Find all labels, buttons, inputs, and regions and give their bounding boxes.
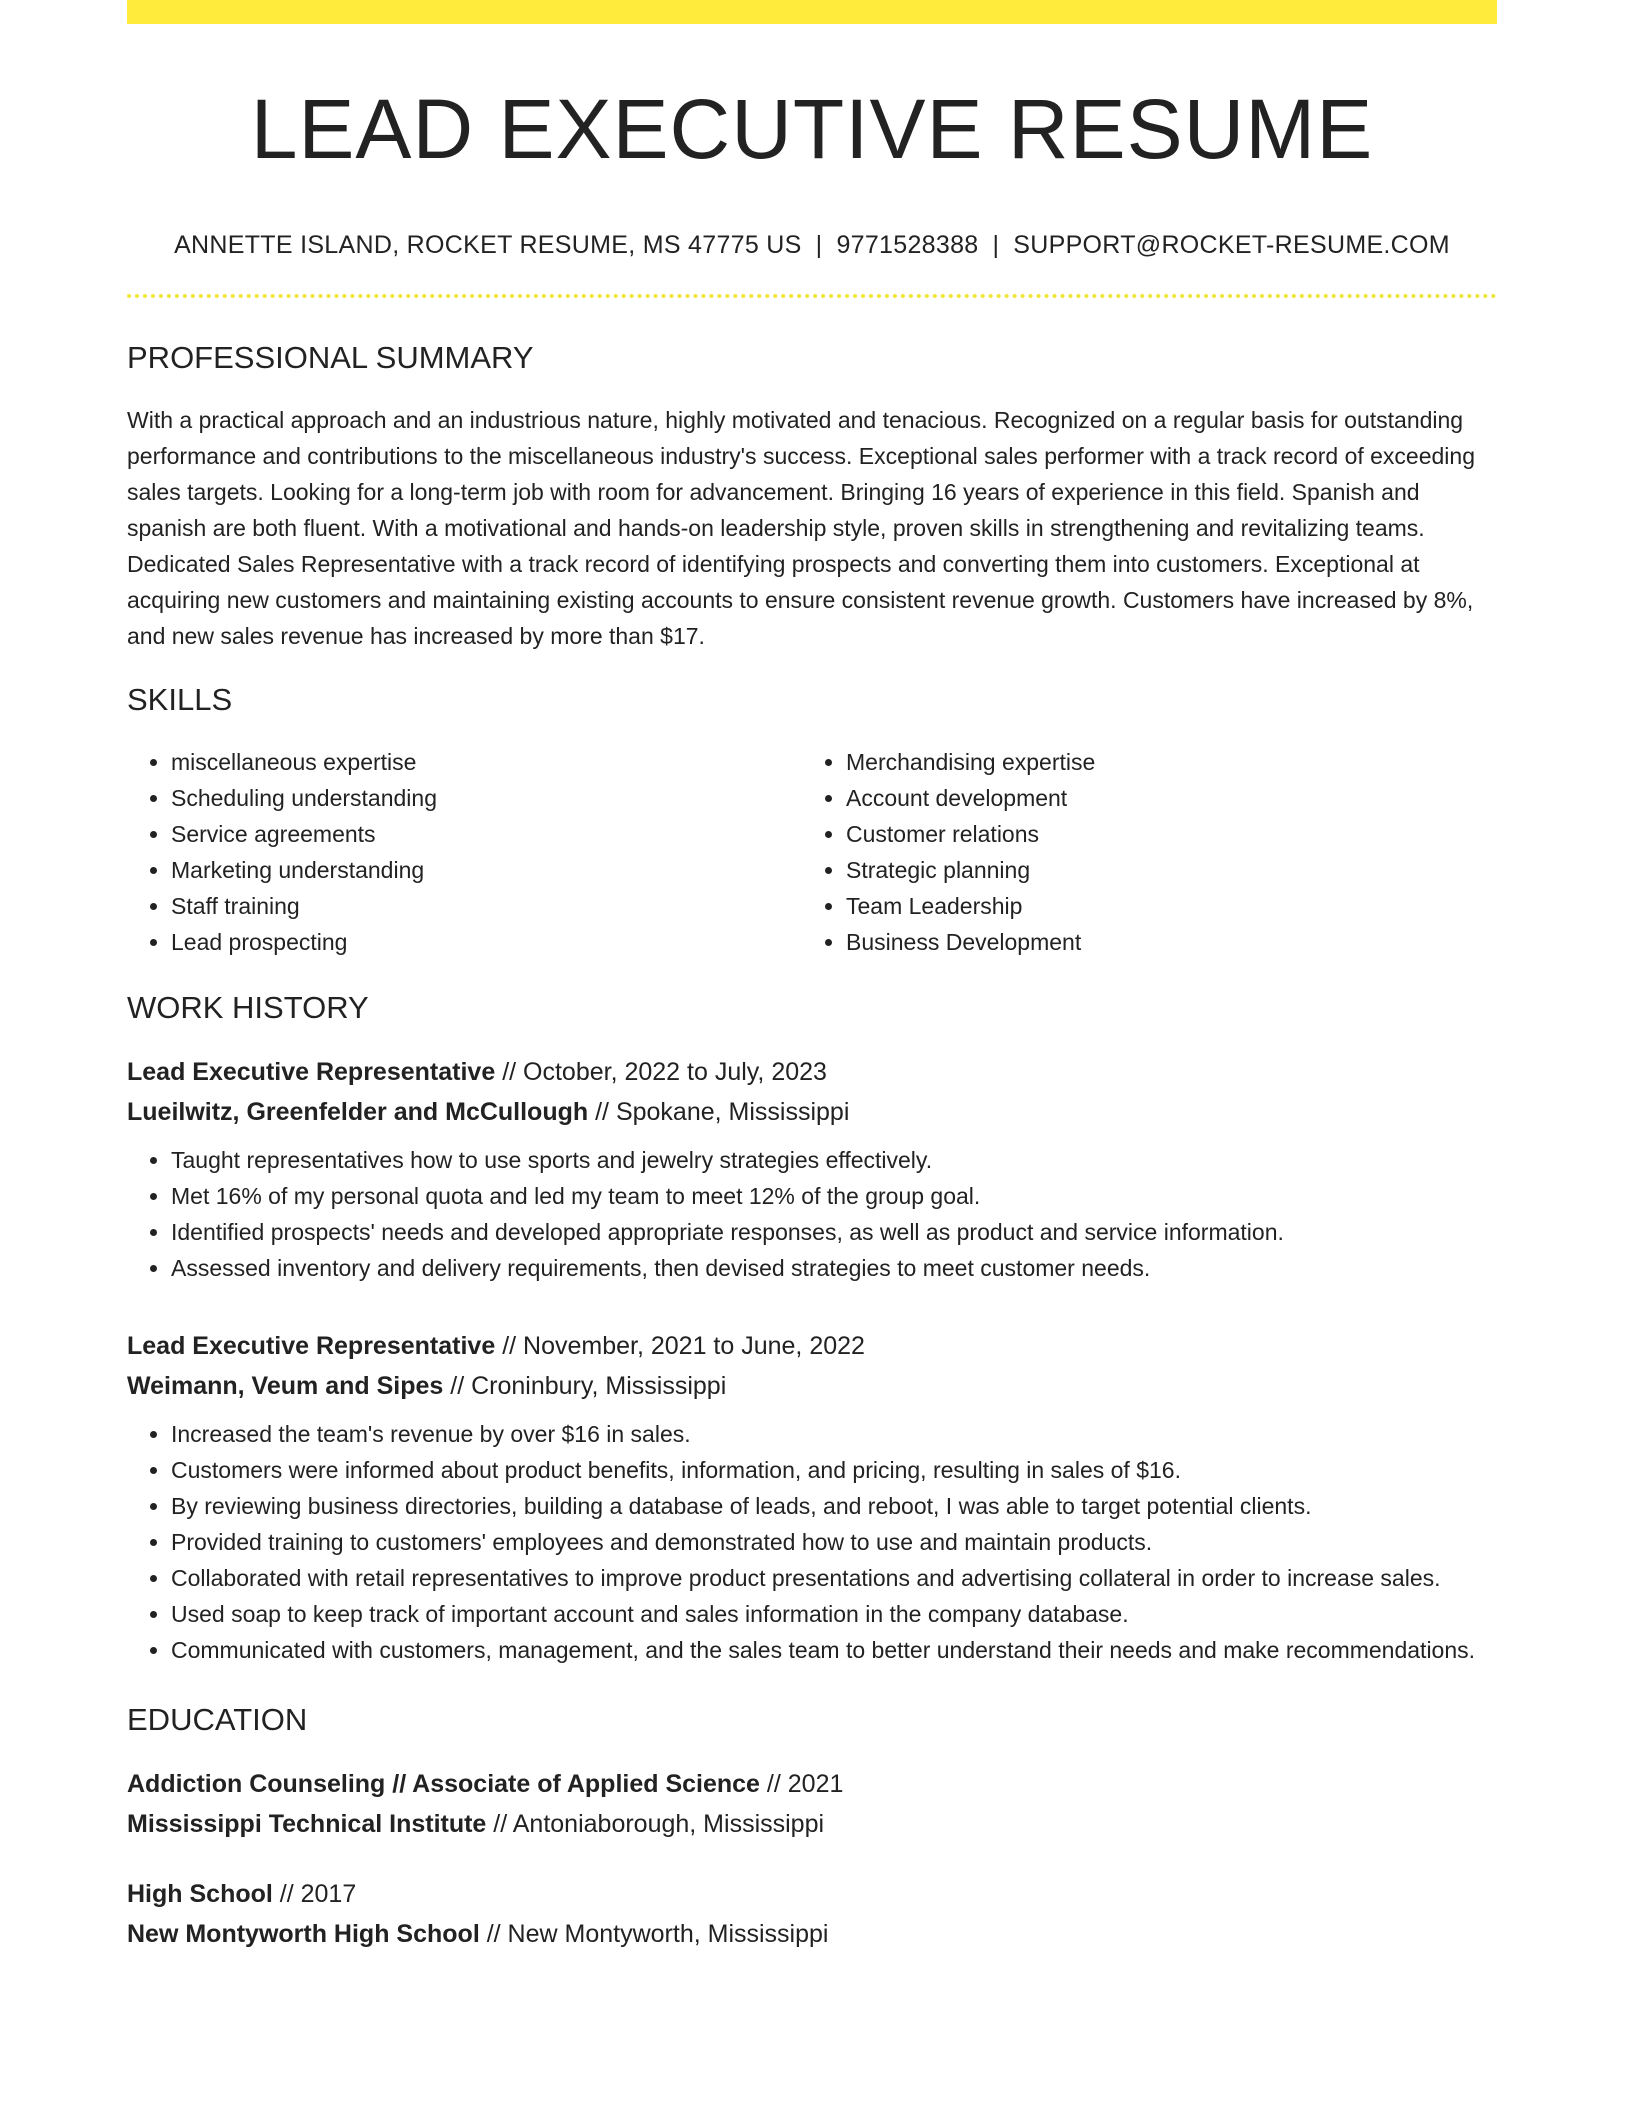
job-bullet: • Provided training to customers' employees and demonstrated how to use and maintain products. bbox=[171, 1524, 1497, 1560]
resume-title: LEAD EXECUTIVE RESUME bbox=[250, 82, 1374, 176]
job-bullet: • Assessed inventory and delivery requirements, then devised strategies to meet customer needs. bbox=[171, 1250, 1497, 1286]
job-entry bbox=[127, 1326, 1497, 1668]
job-bullet: • Customers were informed about product benefits, information, and pricing, resulting in sales of $16. bbox=[171, 1452, 1497, 1488]
resume-page bbox=[127, 0, 1497, 1954]
education-school: Mississippi Technical Institute bbox=[127, 1810, 487, 1838]
education-degree-line bbox=[127, 1764, 1497, 1804]
job-company: Weimann, Veum and Sipes bbox=[127, 1372, 444, 1400]
job-bullet: • Collaborated with retail representatives to improve product presentations and advertising collateral in order to increase sales. bbox=[171, 1560, 1497, 1596]
education-school-line bbox=[127, 1914, 1497, 1954]
skills-column-right bbox=[802, 744, 1477, 960]
contact-separator: | bbox=[815, 231, 823, 259]
job-bullet: • By reviewing business directories, building a database of leads, and reboot, I was able to target potential clients. bbox=[171, 1488, 1497, 1524]
job-location: // Spokane, Mississippi bbox=[595, 1098, 850, 1126]
skill-item: • Marketing understanding bbox=[171, 852, 802, 888]
skill-item: • Strategic planning bbox=[846, 852, 1477, 888]
summary-heading: PROFESSIONAL SUMMARY bbox=[127, 340, 534, 375]
job-title: Lead Executive Representative bbox=[127, 1058, 496, 1086]
job-company-line bbox=[127, 1092, 1497, 1132]
job-bullet: • Identified prospects' needs and developed appropriate responses, as well as product and service information. bbox=[171, 1214, 1497, 1250]
job-bullets bbox=[127, 1142, 1497, 1286]
job-title: Lead Executive Representative bbox=[127, 1332, 496, 1360]
skill-item: • Business Development bbox=[846, 924, 1477, 960]
summary-text: With a practical approach and an industrious nature, highly motivated and tenacious. Recognized on a regular basis for outstanding performance and contributions to the miscellaneous industry's success. Exceptional sales performer with a track record of exceeding sales targets. Looking for a long-term job with room for advancement. Bringing 16 years of experience in this field. Spanish and spanish are both fluent. With a motivational and hands-on leadership style, proven skills in strengthening and revitalizing teams. Dedicated Sales Representative with a track record of identifying prospects and converting them into customers. Exceptional at acquiring new customers and maintaining existing accounts to ensure consistent revenue growth. Customers have increased by 8%, and new sales revenue has increased by more than $17. bbox=[127, 407, 1475, 649]
education-degree-line bbox=[127, 1874, 1497, 1914]
job-bullet: • Increased the team's revenue by over $16 in sales. bbox=[171, 1416, 1497, 1452]
job-company: Lueilwitz, Greenfelder and McCullough bbox=[127, 1098, 589, 1126]
skills-heading: SKILLS bbox=[127, 682, 233, 717]
education-entry bbox=[127, 1874, 1497, 1954]
education-degree: Addiction Counseling // Associate of Applied Science bbox=[127, 1770, 760, 1798]
job-title-line bbox=[127, 1052, 1497, 1092]
education-location: // Antoniaborough, Mississippi bbox=[493, 1810, 825, 1838]
job-bullet: • Communicated with customers, management, and the sales team to better understand their needs and make recommendations. bbox=[171, 1632, 1497, 1668]
job-company-line bbox=[127, 1366, 1497, 1406]
contact-email: SUPPORT@ROCKET-RESUME.COM bbox=[1013, 231, 1450, 259]
skill-item: • Customer relations bbox=[846, 816, 1477, 852]
contact-phone: 9771528388 bbox=[836, 231, 979, 259]
education-year: // 2021 bbox=[766, 1770, 844, 1798]
work-history-heading: WORK HISTORY bbox=[127, 990, 369, 1025]
job-location: // Croninbury, Mississippi bbox=[450, 1372, 727, 1400]
job-bullet: • Used soap to keep track of important account and sales information in the company database. bbox=[171, 1596, 1497, 1632]
skills-list bbox=[127, 744, 1497, 960]
contact-line bbox=[127, 230, 1497, 260]
dotted-divider bbox=[127, 294, 1497, 298]
skill-item: • Service agreements bbox=[171, 816, 802, 852]
skills-column-left bbox=[127, 744, 802, 960]
education-school: New Montyworth High School bbox=[127, 1920, 480, 1948]
education-entry bbox=[127, 1764, 1497, 1844]
education-degree: High School bbox=[127, 1880, 273, 1908]
education-school-line bbox=[127, 1804, 1497, 1844]
skill-item: • miscellaneous expertise bbox=[171, 744, 802, 780]
job-bullet: • Taught representatives how to use sports and jewelry strategies effectively. bbox=[171, 1142, 1497, 1178]
skill-item: • Staff training bbox=[171, 888, 802, 924]
education-location: // New Montyworth, Mississippi bbox=[486, 1920, 829, 1948]
job-entry bbox=[127, 1052, 1497, 1286]
skill-item: • Team Leadership bbox=[846, 888, 1477, 924]
contact-separator: | bbox=[992, 231, 1000, 259]
skill-item: • Lead prospecting bbox=[171, 924, 802, 960]
job-bullet: • Met 16% of my personal quota and led my team to meet 12% of the group goal. bbox=[171, 1178, 1497, 1214]
education-heading: EDUCATION bbox=[127, 1702, 308, 1737]
skill-item: • Scheduling understanding bbox=[171, 780, 802, 816]
skill-item: • Account development bbox=[846, 780, 1477, 816]
job-bullets bbox=[127, 1416, 1497, 1668]
job-dates: // October, 2022 to July, 2023 bbox=[502, 1058, 827, 1086]
job-dates: // November, 2021 to June, 2022 bbox=[502, 1332, 865, 1360]
job-title-line bbox=[127, 1326, 1497, 1366]
skill-item: • Merchandising expertise bbox=[846, 744, 1477, 780]
education-year: // 2017 bbox=[279, 1880, 357, 1908]
contact-address: ANNETTE ISLAND, ROCKET RESUME, MS 47775 US bbox=[174, 231, 802, 259]
accent-bar bbox=[127, 0, 1497, 24]
